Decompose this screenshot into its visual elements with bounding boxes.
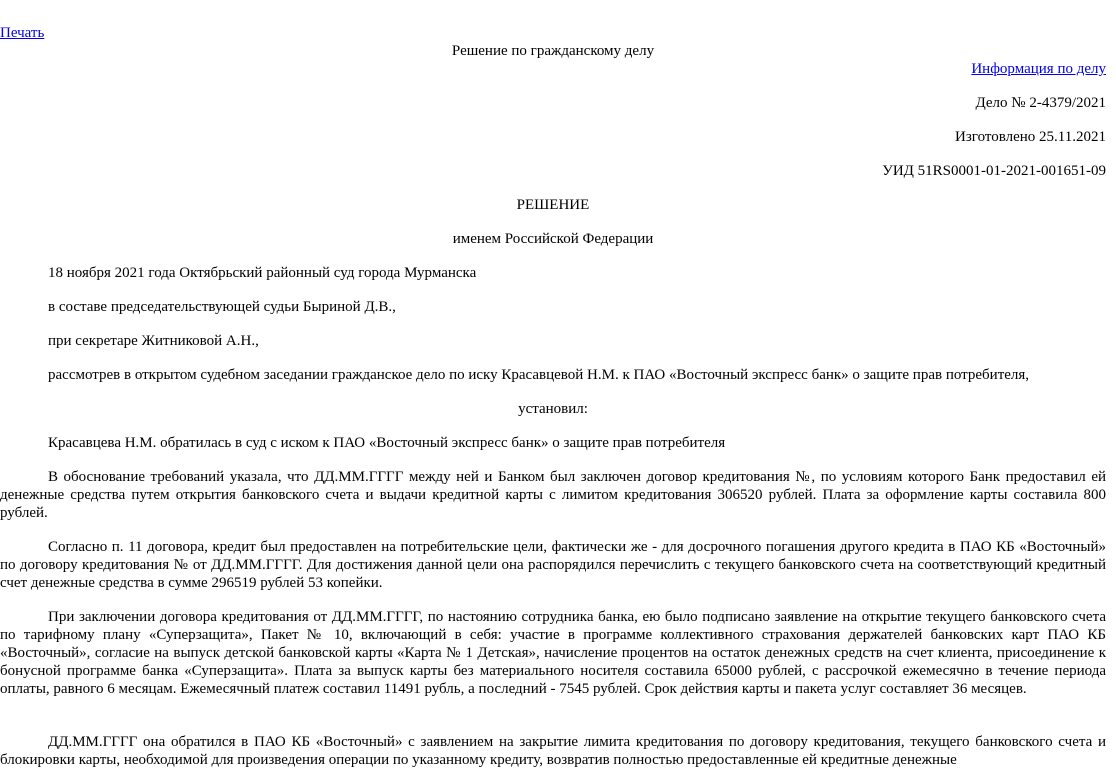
case-number: Дело № 2-4379/2021 <box>975 95 1106 111</box>
considered-line: рассмотрев в открытом судебном заседании гражданское дело по иску Красавцевой Н.М. к ПАО «Восточный экспресс банк» о защите прав потребителя, <box>48 367 1030 383</box>
case-info-link[interactable]: Информация по делу <box>971 61 1106 77</box>
paragraph-closure-request: ДД.ММ.ГГГГ она обратился в ПАО КБ «Восточный» с заявлением на закрытие лимита кредитования по договору кредитования, текущего банковского счета и блокировки карты, необходимой для произведения операции по указанному кредиту, возвратив полностью предоставленные ей кредитные денежные <box>0 734 1106 768</box>
document-title: Решение по гражданскому делу <box>451 43 655 59</box>
claim-line: Красавцева Н.М. обратилась в суд с иском к ПАО «Восточный экспресс банк» о защите прав потребителя <box>48 435 726 451</box>
made-date: Изготовлено 25.11.2021 <box>955 129 1106 145</box>
decision-heading: РЕШЕНИЕ <box>516 197 590 213</box>
decision-subheading: именем Российской Федерации <box>452 231 654 247</box>
paragraph-grounds: В обоснование требований указала, что ДД.ММ.ГГГГ между ней и Банком был заключен договор кредитования №, по условиям которого Банк предоставил ей денежные средства путем открытия банковского счета и выдачи кредитной карты с лимитом кредитования 306520 рублей. Плата за оформление карты составила 800 рублей. <box>0 469 1106 521</box>
paragraph-contract-clause: Согласно п. 11 договора, кредит был предоставлен на потребительские цели, фактически же - для досрочного погашения другого кредита в ПАО КБ «Восточный» по договору кредитования № от ДД.ММ.ГГГГ. Для достижения данной цели она распорядился перечислить с текущего банковского счета на соответствующий кредитный счет денежные средства в сумме 296519 рублей 53 копейки. <box>0 539 1106 591</box>
print-link[interactable]: Печать <box>0 25 45 41</box>
judge-line: в составе председательствующей судьи Быриной Д.В., <box>48 299 396 315</box>
decision-date-line: 18 ноября 2021 года Октябрьский районный суд города Мурманска <box>48 265 477 281</box>
secretary-line: при секретаре Житниковой А.Н., <box>48 333 259 349</box>
case-uid: УИД 51RS0001-01-2021-001651-09 <box>882 163 1106 179</box>
established-heading: установил: <box>518 401 588 417</box>
paragraph-service-package: При заключении договора кредитования от ДД.ММ.ГГГГ, по настоянию сотрудника банка, ею было подписано заявление на открытие текущего банковского счета по тарифному плану «Суперзащита», Пакет № 10, включающий в себя: участие в программе коллективного страхования держателей банковских карт ПАО КБ «Восточный», согласие на выпуск детской банковской карты «Карта № 1 Детская», начисление процентов на остаток денежных средств на счет клиента, присоединение к бонусной программе банка «Суперзащита». Плата за выпуск карты без материального носителя составила 65000 рублей, с рассрочкой ежемесячно в течение периода оплаты, равного 6 месяцам. Ежемесячный платеж составил 11491 рубль, а последний - 7545 рублей. Срок действия карты и пакета услуг составляет 36 месяцев. <box>0 609 1106 697</box>
